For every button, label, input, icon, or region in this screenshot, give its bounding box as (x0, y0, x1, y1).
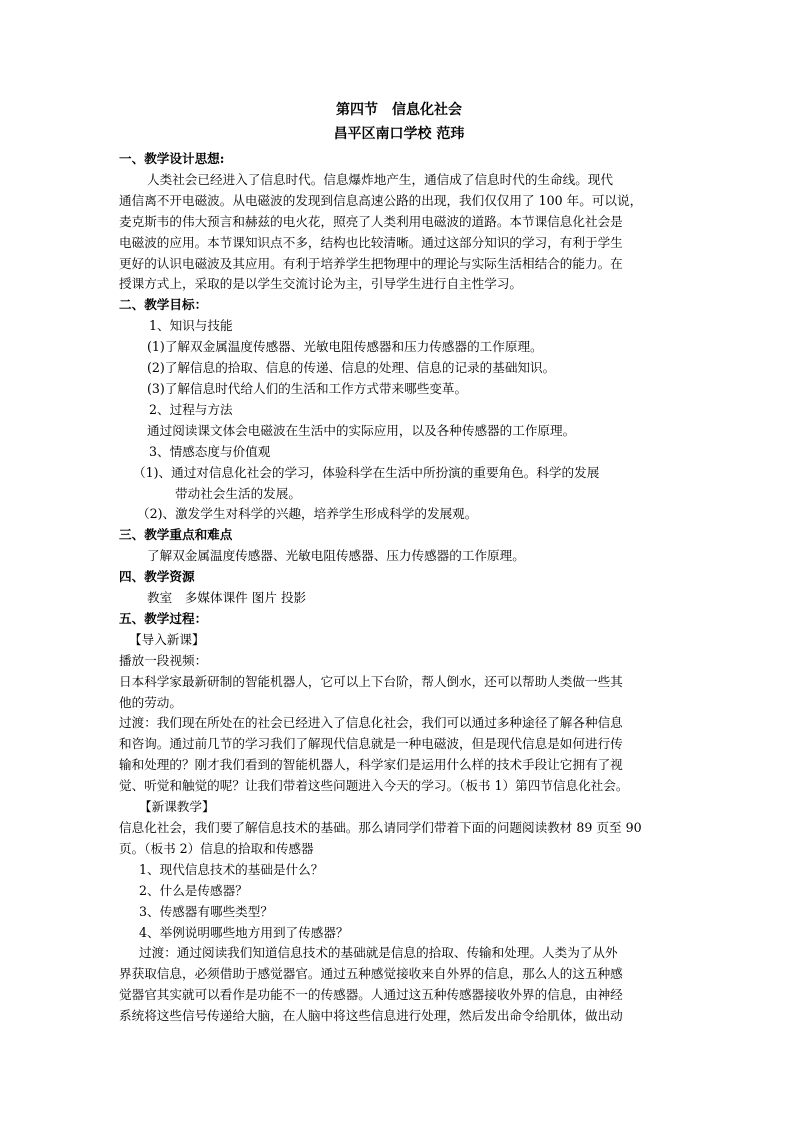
intro-label: 【导入新课】 (129, 631, 205, 647)
paragraph-line: 过渡：通过阅读我们知道信息技术的基础就是信息的拾取、传输和处理。人类为了从外 (139, 945, 618, 961)
resources-text: 教室 多媒体课件 图片 投影 (147, 590, 307, 606)
objective-item: （1)、通过对信息化社会的学习，体验科学在生活中所扮演的重要角色。科学的发展 (133, 464, 600, 480)
objective-item: (2)了解信息的拾取、信息的传递、信息的处理、信息的记录的基础知识。 (147, 360, 556, 376)
objective-item: (1)了解双金属温度传感器、光敏电阻传感器和压力传感器的工作原理。 (147, 339, 543, 355)
paragraph-line: 通信离不开电磁波。从电磁波的发现到信息高速公路的出现，我们仅仅用了 100 年。可以说， (119, 192, 643, 208)
paragraph-line: 页。（板书 2）信息的拾取和传感器 (119, 840, 314, 856)
document-author: 昌平区南口学校 范玮 (333, 126, 465, 142)
objective-item: （2)、激发学生对科学的兴趣，培养学生形成科学的发展观。 (137, 506, 478, 522)
question-item: 3、传感器有哪些类型？ (139, 903, 273, 919)
play-video-text: 播放一段视频： (119, 652, 208, 668)
objective-subheading: 2、过程与方法 (149, 401, 233, 417)
paragraph-line: 觉、听觉和触觉的呢？让我们带着这些问题进入今天的学习。（板书 1）第四节信息化社会。 (119, 778, 629, 794)
new-lesson-label: 【新课教学】 (139, 799, 215, 815)
paragraph-line: 人类社会已经进入了信息时代。信息爆炸地产生，通信成了信息时代的生命线。现代 (147, 171, 613, 187)
paragraph-line: 和咨询。通过前几节的学习我们了解现代信息就是一种电磁波，但是现代信息是如何进行传 (119, 736, 623, 752)
paragraph-line: 界获取信息，必须借助于感觉器官。通过五种感觉接收来自外界的信息，那么人的这五种感 (119, 966, 623, 982)
objective-item-continued: 带动社会生活的发展。 (175, 485, 301, 501)
paragraph-line: 授课方式上，采取的是以学生交流讨论为主，引导学生进行自主性学习。 (119, 276, 522, 292)
question-item: 4、举例说明哪些地方用到了传感器？ (139, 924, 349, 940)
question-item: 1、现代信息技术的基础是什么？ (139, 861, 324, 877)
key-points-text: 了解双金属温度传感器、光敏电阻传感器、压力传感器的工作原理。 (147, 548, 525, 564)
document-page (119, 98, 679, 1027)
objective-text: 通过阅读课文体会电磁波在生活中的实际应用，以及各种传感器的工作原理。 (147, 422, 576, 438)
section-heading-design-idea: 一、教学设计思想: (119, 151, 225, 166)
paragraph-line: 过渡：我们现在所处在的社会已经进入了信息化社会，我们可以通过多种途径了解各种信息 (119, 715, 623, 731)
section-heading-key-points: 三、教学重点和难点 (119, 527, 233, 543)
paragraph-line: 系统将这些信号传递给大脑，在人脑中将这些信息进行处理，然后发出命令给肌体，做出动 (119, 1008, 623, 1024)
question-item: 2、什么是传感器？ (139, 882, 248, 898)
paragraph-line: 输和处理的？刚才我们看到的智能机器人，科学家们是运用什么样的技术手段让它拥有了视 (119, 757, 623, 773)
objective-subheading: 1、知识与技能 (149, 318, 233, 334)
paragraph-line: 电磁波的应用。本节课知识点不多，结构也比较清晰。通过这部分知识的学习，有利于学生 (119, 234, 623, 250)
section-heading-process: 五、教学过程： (119, 610, 208, 626)
paragraph-line: 觉器官其实就可以看作是功能不一的传感器。人通过这五种传感器接收外界的信息，由神经 (119, 987, 623, 1003)
paragraph-line: 信息化社会，我们要了解信息技术的基础。那么请同学们带着下面的问题阅读教材 89 页至 90 (119, 820, 642, 835)
paragraph-line: 他的劳动。 (119, 694, 182, 710)
section-heading-resources: 四、教学资源 (119, 569, 195, 585)
objective-item: (3)了解信息时代给人们的生活和工作方式带来哪些变革。 (147, 380, 468, 396)
paragraph-line: 日本科学家最新研制的智能机器人，它可以上下台阶，帮人倒水，还可以帮助人类做一些其 (119, 673, 623, 689)
paragraph-line: 更好的认识电磁波及其应用。有利于培养学生把物理中的理论与实际生活相结合的能力。在 (119, 255, 623, 271)
document-title: 第四节 信息化社会 (336, 102, 462, 118)
objective-subheading: 3、情感态度与价值观 (149, 443, 271, 459)
section-heading-objectives: 二、教学目标： (119, 297, 208, 313)
paragraph-line: 麦克斯韦的伟大预言和赫兹的电火花，照亮了人类利用电磁波的道路。本节课信息化社会是 (119, 213, 623, 229)
